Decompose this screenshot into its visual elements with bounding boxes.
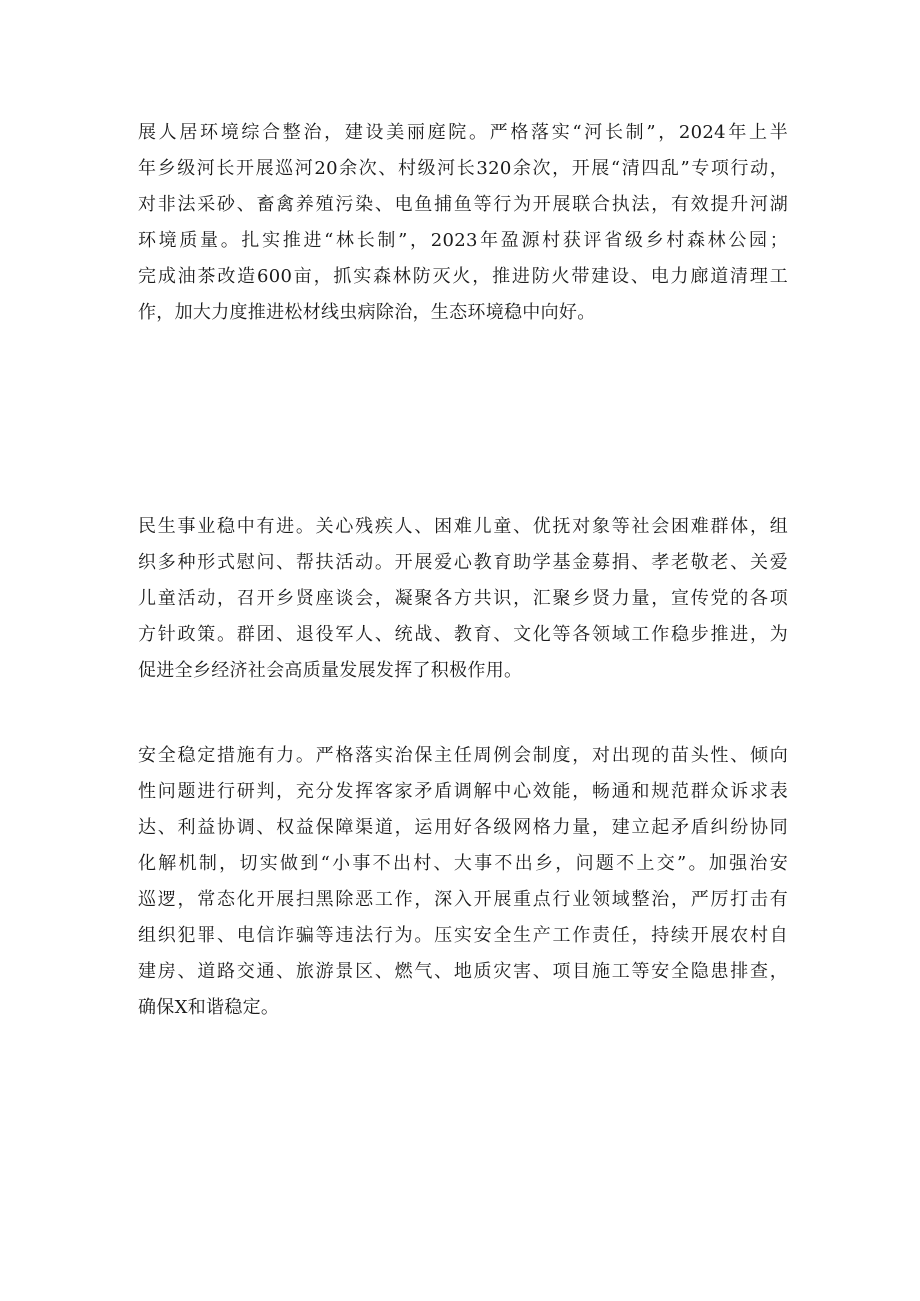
text-line: 对非法采砂、畜禽养殖污染、电鱼捕鱼等行为开展联合执法，有效提升河湖 (138, 194, 788, 215)
text-line: 环境质量。扎实推进“林长制”，2023年盈源村获评省级乡村森林公园； (138, 230, 788, 251)
text-line: 确保X和谐稳定。 (138, 997, 280, 1018)
text-line: 达、利益协调、权益保障渠道，运用好各级网格力量，建立起矛盾纠纷协同 (138, 817, 788, 838)
text-line: 作，加大力度推进松材线虫病除治，生态环境稳中向好。 (138, 302, 596, 323)
text-line: 儿童活动，召开乡贤座谈会，凝聚各方共识，汇聚乡贤力量，宣传党的各项 (138, 588, 788, 609)
text-line: 化解机制，切实做到“小事不出村、大事不出乡，问题不上交”。加强治安 (138, 853, 788, 874)
text-line: 安全稳定措施有力。严格落实治保主任周例会制度，对出现的苗头性、倾向 (138, 745, 788, 766)
paragraph-ecology (138, 115, 788, 331)
text-line: 组织犯罪、电信诈骗等违法行为。压实安全生产工作责任，持续开展农村自 (138, 925, 788, 946)
paragraph-livelihood (138, 509, 788, 689)
text-line: 方针政策。群团、退役军人、统战、教育、文化等各领域工作稳步推进，为 (138, 624, 788, 645)
text-line: 完成油茶改造600亩，抓实森林防灭火，推进防火带建设、电力廊道清理工 (138, 266, 788, 287)
text-line: 性问题进行研判，充分发挥客家矛盾调解中心效能，畅通和规范群众诉求表 (138, 781, 788, 802)
text-line: 年乡级河长开展巡河20余次、村级河长320余次，开展“清四乱”专项行动， (138, 158, 788, 179)
text-line: 促进全乡经济社会高质量发展发挥了积极作用。 (138, 660, 523, 681)
text-line: 民生事业稳中有进。关心残疾人、困难儿童、优抚对象等社会困难群体，组 (138, 516, 788, 537)
paragraph-safety (138, 738, 788, 1026)
text-line: 建房、道路交通、旅游景区、燃气、地质灾害、项目施工等安全隐患排查， (138, 961, 788, 982)
text-line: 巡逻，常态化开展扫黑除恶工作，深入开展重点行业领域整治，严厉打击有 (138, 889, 788, 910)
text-line: 展人居环境综合整治，建设美丽庭院。严格落实“河长制”，2024年上半 (138, 122, 788, 143)
text-line: 织多种形式慰问、帮扶活动。开展爱心教育助学基金募捐、孝老敬老、关爱 (138, 552, 788, 573)
